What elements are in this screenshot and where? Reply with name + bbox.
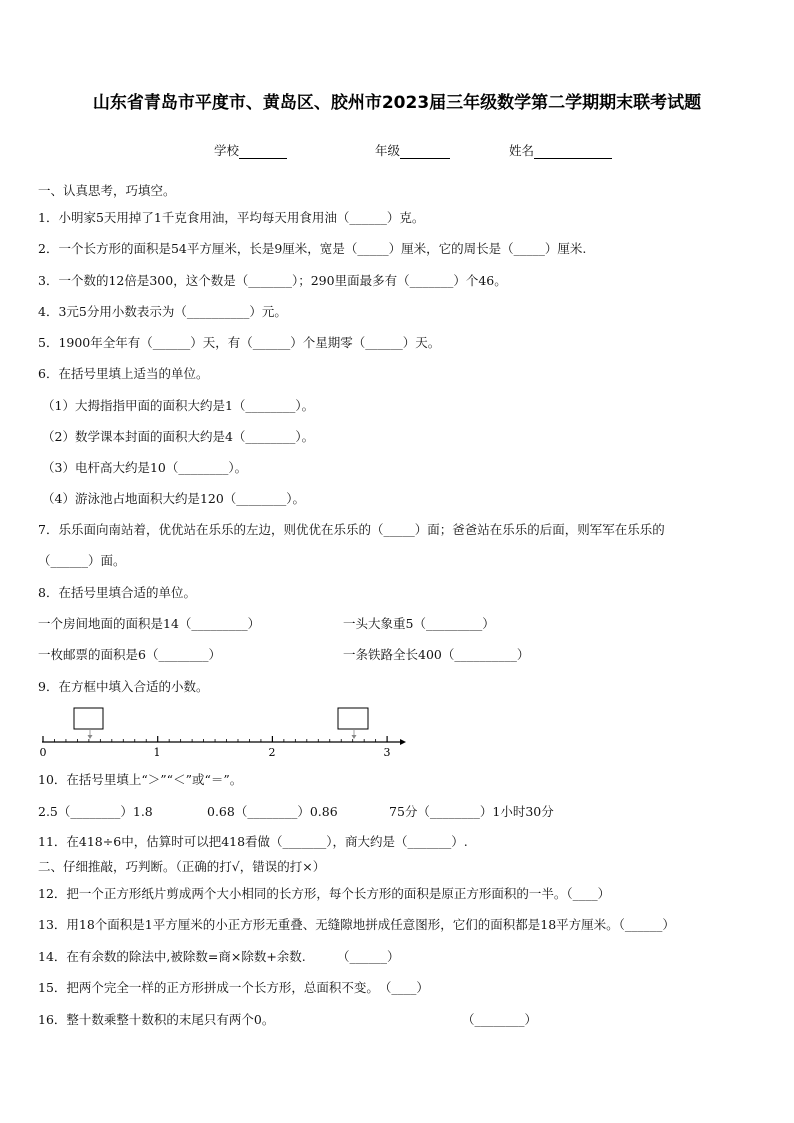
number-line-label-2: 2 [268, 746, 276, 759]
question-6-1: （1）大拇指指甲面的面积大约是1（________）。 [42, 398, 315, 413]
grade-field [375, 141, 450, 159]
number-line-label-3: 3 [383, 746, 391, 759]
question-8: 8．在括号里填合适的单位。 [38, 585, 196, 600]
question-4: 4．3元5分用小数表示为（__________）元。 [38, 304, 287, 319]
question-8-a: 一个房间地面的面积是14（_________） [38, 616, 261, 631]
answer-box-1[interactable] [74, 708, 103, 729]
question-6-2: （2）数学课本封面的面积大约是4（________）。 [42, 429, 315, 444]
question-7-line-1: 7．乐乐面向南站着，优优站在乐乐的左边，则优优在乐乐的（_____）面；爸爸站在乐乐的后面，则军军在乐乐的 [38, 522, 665, 537]
question-16: 16．整十数乘整十数积的末尾只有两个0。 [38, 1012, 275, 1027]
question-3: 3．一个数的12倍是300，这个数是（_______）；290里面最多有（_______）个46。 [38, 273, 507, 288]
question-1: 1．小明家5天用掉了1千克食用油，平均每天用食用油（______）克。 [38, 210, 425, 225]
question-8-c: 一枚邮票的面积是6（________） [38, 647, 221, 662]
school-label: 学校 [214, 143, 240, 158]
question-2: 2．一个长方形的面积是54平方厘米，长是9厘米，宽是（_____）厘米，它的周长是（_____）厘米. [38, 241, 587, 256]
question-8-d: 一条铁路全长400（__________） [343, 647, 530, 662]
question-6-4: （4）游泳池占地面积大约是120（________）。 [42, 491, 306, 506]
section-2-heading: 二、仔细推敲，巧判断。（正确的打√，错误的打×） [38, 859, 326, 874]
question-7-line-2: （______）面。 [38, 553, 126, 568]
number-line-figure [36, 704, 408, 762]
name-label: 姓名 [509, 143, 535, 158]
number-line-ticks [43, 736, 387, 742]
school-blank[interactable] [239, 145, 287, 159]
question-10: 10．在括号里填上“＞”“＜”或“＝”。 [38, 772, 243, 787]
question-6: 6．在括号里填上适当的单位。 [38, 366, 209, 381]
question-6-3: （3）电杆高大约是10（________）。 [42, 460, 248, 475]
answer-box-2[interactable] [338, 708, 368, 729]
pointer-arrow-1 [88, 735, 93, 739]
question-14: 14．在有余数的除法中,被除数=商×除数+余数. （______） [38, 949, 400, 964]
question-8-b: 一头大象重5（_________） [343, 616, 495, 631]
question-12: 12．把一个正方形纸片剪成两个大小相同的长方形，每个长方形的面积是原正方形面积的一半。（____） [38, 886, 611, 901]
number-line-arrowhead [400, 739, 406, 745]
question-10-b: 0.68（________）0.86 [207, 804, 338, 819]
name-field [509, 141, 612, 159]
question-13: 13．用18个面积是1平方厘米的小正方形无重叠、无缝隙地拼成任意图形，它们的面积都是18平方厘米。（______） [38, 917, 675, 932]
question-10-a: 2.5（________）1.8 [38, 804, 153, 819]
question-10-c: 75分（________）1小时30分 [389, 804, 554, 819]
page-title: 山东省青岛市平度市、黄岛区、胶州市2023届三年级数学第二学期期末联考试题 [92, 93, 702, 113]
question-16-blank: （________） [462, 1012, 538, 1027]
question-9: 9．在方框中填入合适的小数。 [38, 679, 209, 694]
pointer-arrow-2 [352, 735, 357, 739]
grade-blank[interactable] [400, 145, 450, 159]
question-5: 5．1900年全年有（______）天，有（______）个星期零（______）天。 [38, 335, 441, 350]
number-line-label-0: 0 [39, 746, 47, 759]
question-15: 15．把两个完全一样的正方形拼成一个长方形，总面积不变。 （____） [38, 980, 429, 995]
name-blank[interactable] [534, 145, 612, 159]
question-11: 11．在418÷6中，估算时可以把418看做（_______），商大约是（_______）. [38, 834, 468, 849]
school-field [214, 141, 287, 159]
section-1-heading: 一、认真思考，巧填空。 [38, 183, 176, 198]
number-line-label-1: 1 [153, 746, 161, 759]
grade-label: 年级 [375, 143, 401, 158]
